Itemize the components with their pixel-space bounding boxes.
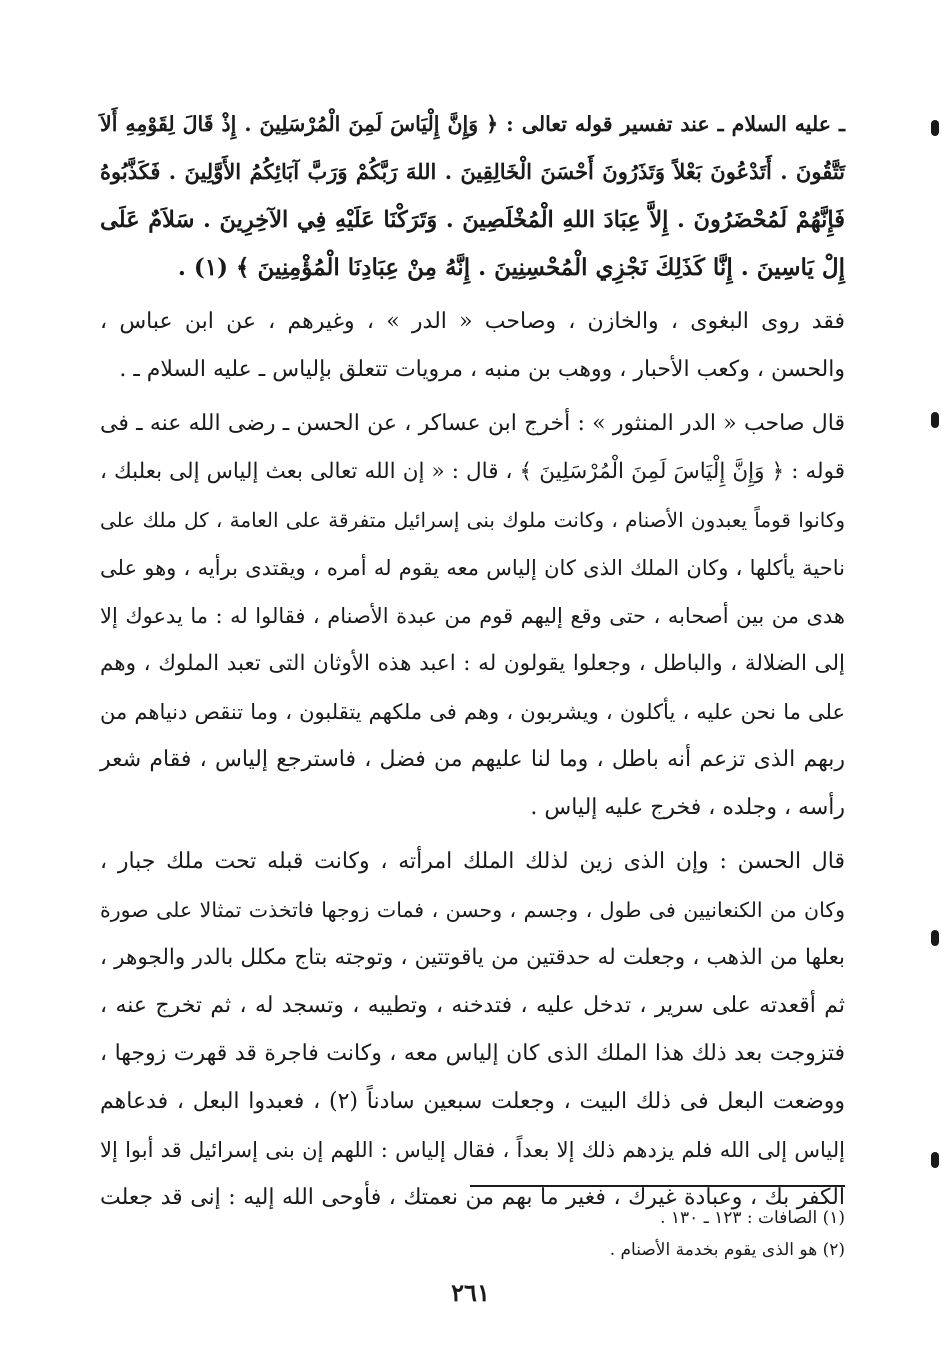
page-number: ٢٦١ (451, 1278, 490, 1307)
binding-mark (931, 930, 939, 946)
text-line: رأسه ، وجلده ، فخرج عليه إلياس . (530, 795, 845, 820)
footnote-2: (٢) هو الذى يقوم بخدمة الأصنام . (609, 1240, 845, 1260)
text-line: فقد روى البغوى ، والخازن ، وصاحب « الدر » ، وغيرهم ، عن ابن عباس ، (100, 309, 845, 334)
text-line: ـ عليه السلام ـ عند تفسير قوله تعالى : ﴿ وَإِنَّ إِلْيَاسَ لَمِنَ الْمُرْسَلِينَ . إِذْ قَالَ لِقَوْمِهِ أَلاَ (100, 112, 845, 136)
text-line: تَتَّقُونَ . أَتَدْعُونَ بَعْلاً وَتَذَرُونَ أَحْسَنَ الْخَالِقِينَ . اللهَ رَبَّكُمْ وَرَبَّ آبَائِكُمُ الأَوَّلِينَ . فَكَذَّبُوهُ (100, 159, 845, 184)
footnotes (470, 1202, 845, 1266)
text-line: وكان من الكنعانيين فى طول ، وجسم ، وحسن ، فمات زوجها فاتخذت تمثالا على صورة (100, 898, 845, 922)
text-line: ثم أقعدته على سرير ، تدخل عليه ، فتدخنه ، وتطيبه ، وتسجد له ، ثم تخرج عنه ، (100, 993, 845, 1018)
footnote-1: (١) الصافات : ١٢٣ ـ ١٣٠ . (660, 1208, 845, 1228)
text-line: إلياس إلى الله فلم يزدهم ذلك إلا بعداً ، فقال إلياس : اللهم إن بنى إسرائيل قد أبوا إلا (100, 1138, 845, 1162)
page-body (100, 100, 845, 1222)
text-line: إلى الضلالة ، والباطل ، وجعلوا يقولون له : اعبد هذه الأوثان التى تعبد الملوك ، وهم (100, 651, 845, 676)
text-line: بعلها من الذهب ، وجعلت له حدقتين من ياقوتتين ، وتوجته بتاج مكلل بالدر والجوهر ، (100, 945, 845, 970)
paragraph (100, 838, 845, 1222)
footnote-divider (470, 1185, 845, 1187)
text-line: ربهم الذى تزعم أنه باطل ، وما لنا عليهم من فضل ، فاسترجع إلياس ، فقام شعر (100, 747, 845, 772)
binding-mark (931, 412, 939, 428)
text-line: الكفر بك ، وعبادة غيرك ، فغير ما بهم من نعمتك ، فأوحى الله إليه : إنى قد جعلت (100, 1185, 845, 1210)
binding-mark (931, 1152, 939, 1168)
text-line: على ما نحن عليه ، يأكلون ، ويشربون ، وهم فى ملكهم يتقلبون ، وما تنقص دنياهم من (100, 700, 845, 724)
text-line: قوله : ﴿ وَإِنَّ إِلْيَاسَ لَمِنَ الْمُرْسَلِينَ ﴾ ، قال : « إن الله تعالى بعث إلياس إلى بعلبك ، (100, 459, 845, 484)
text-line: والحسن ، وكعب الأحبار ، ووهب بن منبه ، مرويات تتعلق بإلياس ـ عليه السلام ـ . (119, 357, 845, 382)
text-line: هدى من بين أصحابه ، حتى وقع إليهم قوم من عبدة الأصنام ، فقالوا له : ما يدعوك إلا (100, 604, 845, 628)
text-line: قال الحسن : وإن الذى زين لذلك الملك امرأته ، وكانت قبله تحت ملك جبار ، (100, 849, 845, 874)
text-line: وكانوا قوماً يعبدون الأصنام ، وكانت ملوك بنى إسرائيل متفرقة على العامة ، كل ملك على (100, 508, 845, 532)
text-line: ناحية يأكلها ، وكان الملك الذى كان إلياس معه يقوم له أمره ، ويقتدى برأيه ، وهو على (100, 556, 845, 580)
text-line: ووضعت البعل فى ذلك البيت ، وجعلت سبعين سادناً (٢) ، فعبدوا البعل ، فدعاهم (100, 1089, 846, 1114)
text-line: قال صاحب « الدر المنثور » : أخرج ابن عساكر ، عن الحسن ـ رضى الله عنه ـ فى (100, 411, 845, 436)
text-line: فَإِنَّهُمْ لَمُحْضَرُونَ . إِلاَّ عِبَادَ اللهِ الْمُخْلَصِينَ . وَتَرَكْنَا عَلَيْهِ فِي الآخِرِينَ . سَلاَمٌ عَلَى (100, 207, 845, 233)
text-line: إِلْ يَاسِينَ . إِنَّا كَذَلِكَ نَجْزِي الْمُحْسِنِينَ . إِنَّهُ مِنْ عِبَادِنَا الْمُؤْمِنِينَ ﴾ (١) . (177, 254, 845, 281)
binding-mark (931, 120, 939, 136)
text-line: فتزوجت بعد ذلك هذا الملك الذى كان إلياس معه ، وكانت فاجرة قد قهرت زوجها ، (100, 1041, 845, 1066)
paragraph (100, 400, 845, 832)
paragraph (100, 298, 845, 394)
